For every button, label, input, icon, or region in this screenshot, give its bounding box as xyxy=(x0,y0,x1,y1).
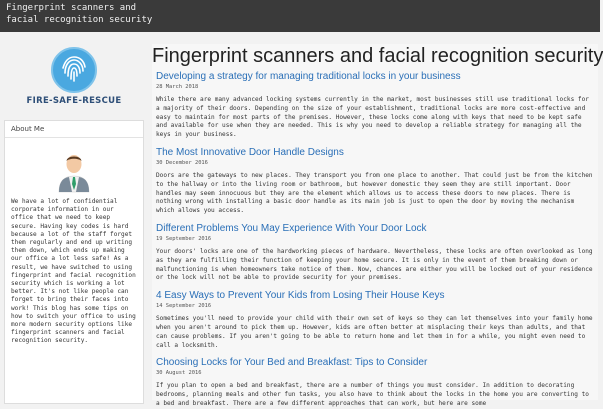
post-date: 28 March 2018 xyxy=(156,84,199,90)
post-date: 30 December 2016 xyxy=(156,159,208,166)
post-excerpt: If you plan to open a bed and breakfast, there are a number of things you must consider. In addition to decorating bedrooms, planning meals and other fun tasks, you also have to think about the locks in the home you are converting to a bed and breakfast. There are a few different approaches that can work, but here are some xyxy=(156,382,589,407)
post xyxy=(152,70,598,140)
site-title-line-1[interactable]: Fingerprint scanners and xyxy=(6,3,137,13)
about-text: We have a lot of confidential corporate information in our office that we need to keep secure. Having key codes is hard because a lot of the staff forget them regularly and end up writing them down, which ends up making our office a lot less safe! As a result, we have switched to using fingerprint and facial recognition security which is working a lot better. It's not like people can forget to bring their faces into work! This blog has some tips on how to switch your office to using more modern security options like fingerprint scanners and facial recognition security. xyxy=(11,198,136,345)
post-date: 19 September 2016 xyxy=(156,235,212,242)
post-date: 30 August 2016 xyxy=(156,370,202,377)
sidebar xyxy=(4,44,144,404)
post-excerpt: Sometimes you'll need to provide your child with their own set of keys so they can let themselves into your family home when you aren't around to pick them up. However, kids are often better at misplacing their keys than adults, and that can cause problems. If you aren't going to be able to return home and let them in for a while, you might even need to call a locksmith. xyxy=(156,315,593,349)
post-title-link[interactable]: 4 Easy Ways to Prevent Your Kids from Losing Their House Keys xyxy=(156,290,445,302)
post xyxy=(152,356,598,408)
site-logo[interactable] xyxy=(4,46,144,108)
main-content xyxy=(152,44,603,407)
post-title-link[interactable]: Choosing Locks for Your Bed and Breakfast: Tips to Consider xyxy=(156,357,428,369)
page-title: Fingerprint scanners and facial recognition security xyxy=(152,45,603,67)
post xyxy=(152,146,598,216)
fingerprint-logo-icon xyxy=(50,46,98,94)
post-excerpt: Your doors' locks are one of the hardworking pieces of hardware. Nevertheless, these locks are often overlooked as long as they are fulfilling their function of keeping your home secure. It is only in the event of them breaking down or malfunctioning is when homeowners take notice of them. Now, chances are either you will be locked out of your residence or the lock will not be able to provide security for your premises. xyxy=(156,247,593,282)
site-header xyxy=(0,0,600,32)
about-heading: About Me xyxy=(5,121,143,138)
post-title-link[interactable]: Developing a strategy for managing traditional locks in your business xyxy=(156,71,461,82)
post-title-link[interactable]: The Most Innovative Door Handle Designs xyxy=(156,146,344,158)
post-excerpt: Doors are the gateways to new places. They transport you from one place to another. That could just be from the kitchen to the hallway or into the living room or bathroom, but however domestic they seem they are still important. Door handles may seem innocuous but they are the element which allows us to access these doors to new places. There is nothing wrong with installing a basic door handle as its main job is just to open the door by moving the mechanism which allows you access. xyxy=(156,171,593,215)
post-title-link[interactable]: Different Problems You May Experience With Your Door Lock xyxy=(156,222,427,234)
post xyxy=(152,222,598,283)
site-title-line-2[interactable]: facial recognition security xyxy=(6,15,153,25)
post-date: 14 September 2016 xyxy=(156,303,212,310)
about-widget xyxy=(4,120,144,404)
logo-text: FIRE-SAFE-RESCUE xyxy=(26,96,122,106)
businessman-avatar-icon xyxy=(56,152,92,192)
post-excerpt: While there are many advanced locking systems currently in the market, most businesses still use traditional locks for a majority of their doors. Depending on the size of your establishment, traditional locks are more cost-effective and easy to maintain for most parts of the premises. However, these locks come along with keys that need to be kept safe and available for use when they are needed. This is why you need to develop a reliable strategy for managing all the keys in your business. xyxy=(156,96,589,139)
post xyxy=(152,289,598,350)
